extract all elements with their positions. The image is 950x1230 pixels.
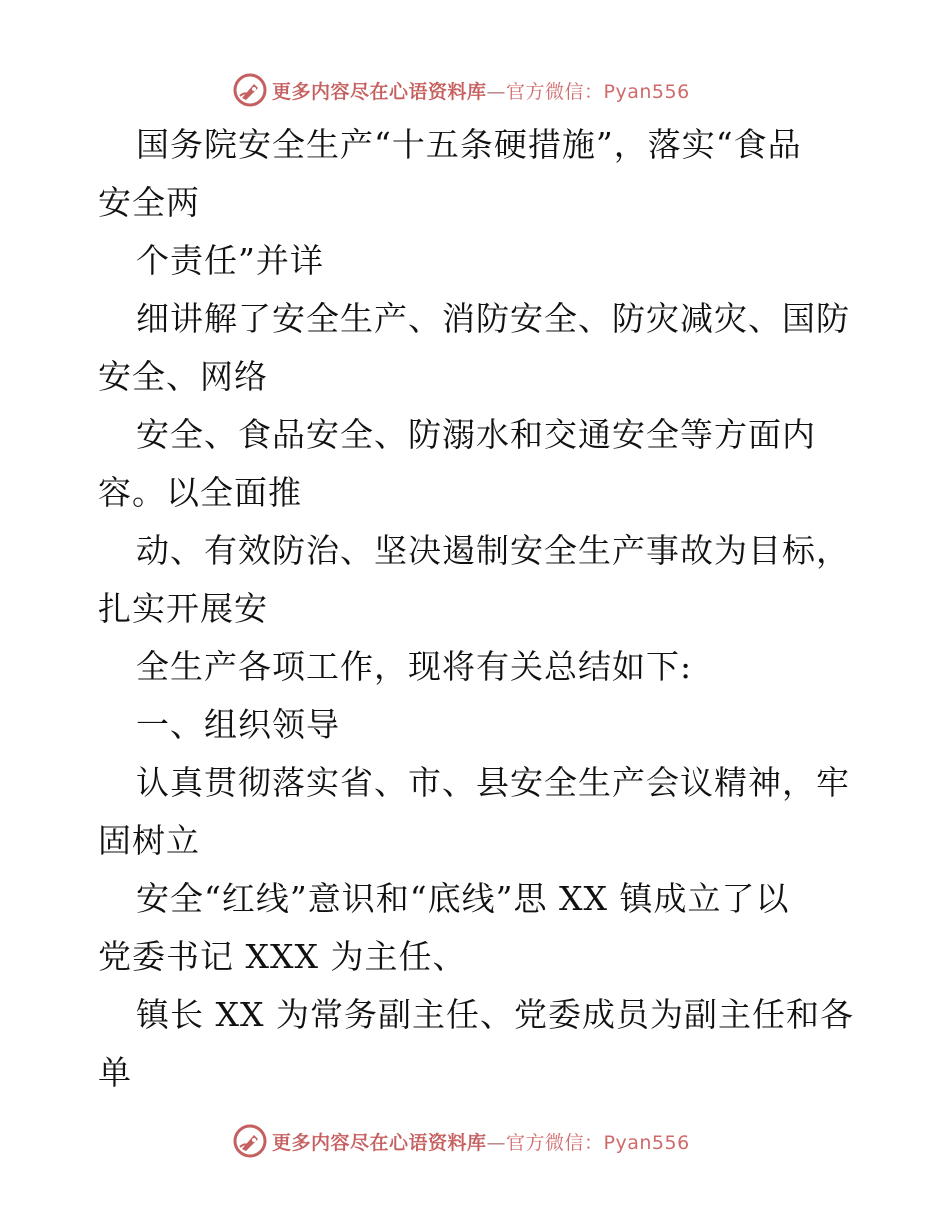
- text-line: 国务院安全生产“十五条硬措施”，落实“食品: [136, 125, 802, 164]
- pen-nib-logo-icon: [232, 1123, 268, 1159]
- watermark-dash: —: [486, 1131, 507, 1154]
- text-line: 动、有效防治、坚决遏制安全生产事故为目标，: [136, 531, 850, 570]
- pen-nib-logo-icon: [232, 72, 268, 108]
- watermark-banner-bottom: [232, 1121, 690, 1161]
- watermark-suffix: 官方微信：Pyan556: [506, 1131, 690, 1154]
- text-line: 安全两: [98, 183, 200, 222]
- watermark-dash: —: [486, 80, 507, 103]
- text-line: 固树立: [98, 821, 200, 860]
- watermark-prefix: 更多内容尽在心语资料库: [272, 80, 487, 103]
- section-heading: 一、组织领导: [136, 705, 340, 744]
- text-line: 个责任”并详: [136, 241, 324, 280]
- watermark-text: [272, 77, 690, 104]
- text-line: 细讲解了安全生产、消防安全、防灾减灾、国防: [136, 299, 850, 338]
- text-line: 全生产各项工作，现将有关总结如下:: [136, 647, 693, 686]
- text-line: 认真贯彻落实省、市、县安全生产会议精神，牢: [136, 763, 850, 802]
- document-body: [98, 116, 858, 1102]
- watermark-banner-top: [232, 70, 690, 110]
- text-line: 安全、网络: [98, 357, 268, 396]
- watermark-prefix: 更多内容尽在心语资料库: [272, 1131, 487, 1154]
- text-line: 扎实开展安: [98, 589, 268, 628]
- watermark-suffix: 官方微信：Pyan556: [506, 80, 690, 103]
- text-line: 镇长 XX 为常务副主任、党委成员为副主任和各: [136, 995, 854, 1034]
- text-line: 党委书记 XXX 为主任、: [98, 937, 467, 976]
- watermark-text: [272, 1128, 690, 1155]
- text-line: 单: [98, 1053, 132, 1092]
- text-line: 容。以全面推: [98, 473, 302, 512]
- text-line: 安全“红线”意识和“底线”思 XX 镇成立了以: [136, 879, 790, 918]
- text-line: 安全、食品安全、防溺水和交通安全等方面内: [136, 415, 816, 454]
